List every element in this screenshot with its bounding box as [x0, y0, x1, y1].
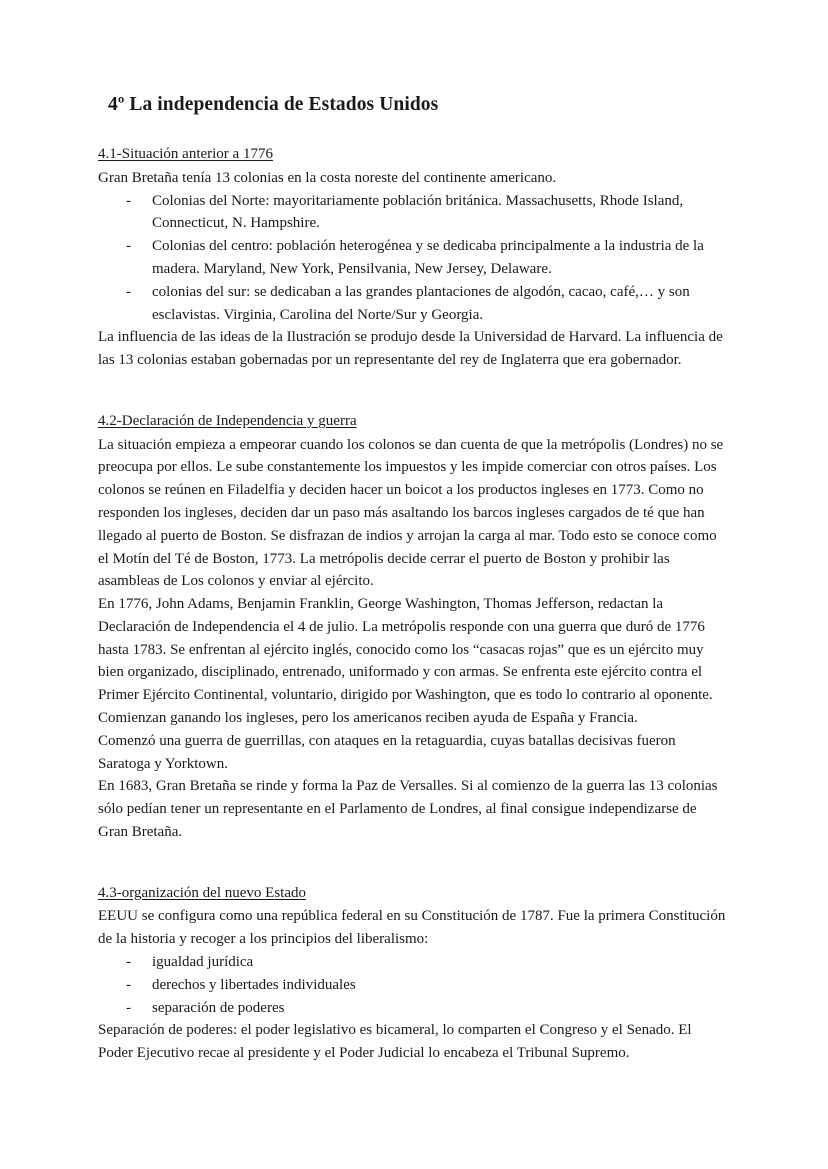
- section-heading-4-1: 4.1-Situación anterior a 1776: [98, 146, 273, 163]
- section-heading-4-2: 4.2-Declaración de Independencia y guerra: [98, 413, 357, 430]
- list-item: - igualdad jurídica: [120, 951, 730, 974]
- page-title: 4º La independencia de Estados Unidos: [108, 94, 439, 115]
- bullet-list-4-1: [98, 190, 730, 327]
- list-item: - derechos y libertades individuales: [120, 974, 730, 997]
- section-outro-4-3: Separación de poderes: el poder legislativo es bicameral, lo comparten el Congreso y el Senado. El Poder Ejecutivo recae al presidente y el Poder Judicial lo encabeza el Tribunal Supremo.: [98, 1022, 692, 1062]
- spacer: [98, 862, 730, 882]
- list-item: - Colonias del Norte: mayoritariamente población británica. Massachusetts, Rhode Island, Connecticut, N. Hampshire.: [120, 190, 730, 236]
- section-intro-4-3: EEUU se configura como una república federal en su Constitución de 1787. Fue la primera Constitución de la historia y recoger a los principios del liberalismo:: [98, 908, 726, 948]
- section-intro-4-1: Gran Bretaña tenía 13 colonias en la costa noreste del continente americano.: [98, 169, 557, 186]
- paragraph: Comenzó una guerra de guerrillas, con ataques en la retaguardia, cuyas batallas decisivas fueron Saratoga y Yorktown.: [98, 732, 676, 772]
- spacer: [98, 390, 730, 410]
- section-4-3: [98, 882, 730, 1065]
- section-4-1: [98, 143, 730, 372]
- bullet-list-4-3: [98, 951, 730, 1019]
- list-item: - Colonias del centro: población heterogénea y se dedicaba principalmente a la industria de la madera. Maryland, New York, Pensilvania, New Jersey, Delaware.: [120, 235, 730, 281]
- list-item: - colonias del sur: se dedicaban a las grandes plantaciones de algodón, cacao, café,… y son esclavistas. Virginia, Carolina del Norte/Sur y Georgia.: [120, 281, 730, 327]
- paragraph: En 1776, John Adams, Benjamin Franklin, George Washington, Thomas Jefferson, redactan la Declaración de Independencia el 4 de julio. La metrópolis responde con una guerra que duró de 1776 hasta 1783. Se enfrentan al ejército inglés, conocido como los “casacas rojas” que es un ejército muy bien organizado, disciplinado, entrenado, uniformado y con armas. Se enfrenta este ejército contra el Primer Ejército Continental, voluntario, dirigido por Washington, que es todo lo contrario al oponente. Comienzan ganando los ingleses, pero los americanos reciben ayuda de España y Francia.: [98, 596, 713, 727]
- section-4-2: [98, 410, 730, 844]
- paragraph: La situación empieza a empeorar cuando los colonos se dan cuenta de que la metrópolis (Londres) no se preocupa por ellos. Le sube constantemente los impuestos y les impide comerciar con otros países. Los colonos se reúnen en Filadelfia y deciden hacer un boicot a los productos ingleses en 1773. Como no responden los ingleses, deciden dar un paso más asaltando los barcos ingleses cargados de té que han llegado al puerto de Boston. Se disfrazan de indios y arrojan la carga al mar. Todo esto se conoce como el Motín del Té de Boston, 1773. La metrópolis decide cerrar el puerto de Boston y prohibir las asambleas de Los colonos y enviar al ejército.: [98, 436, 724, 590]
- section-outro-4-1: La influencia de las ideas de la Ilustración se produjo desde la Universidad de Harvard. La influencia de las 13 colonias estaban gobernadas por un representante del rey de Inglaterra que era gobernador.: [98, 329, 723, 369]
- list-item: - separación de poderes: [120, 997, 730, 1020]
- section-heading-4-3: 4.3-organización del nuevo Estado: [98, 884, 306, 901]
- paragraph: En 1683, Gran Bretaña se rinde y forma la Paz de Versalles. Si al comienzo de la guerra las 13 colonias sólo pedían tener un representante en el Parlamento de Londres, al final consigue independizarse de Gran Bretaña.: [98, 778, 718, 841]
